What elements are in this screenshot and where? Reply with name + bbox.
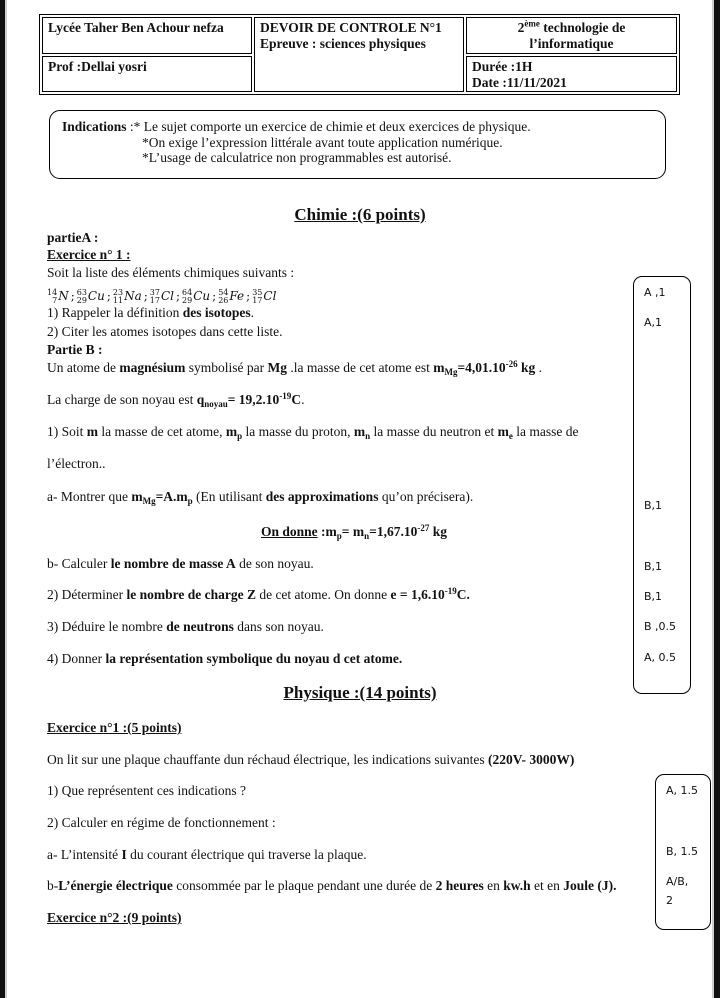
- q2b-1: 2) Déterminer: [47, 587, 127, 602]
- indications-line2: *On exige l’expression littérale avant toute application numérique.: [142, 134, 503, 150]
- q3-1: 3) Déduire le nombre: [47, 619, 167, 634]
- isotope-separator: ;: [212, 289, 217, 303]
- grade-mark: 2: [666, 894, 673, 907]
- nucleus-charge-statement: [47, 392, 304, 408]
- pqb-2: L’énergie électrique: [58, 878, 173, 893]
- class-cell: [466, 17, 677, 54]
- pqa-2: I: [121, 847, 127, 862]
- atomic-number: 17: [149, 296, 160, 305]
- qa-2: m: [131, 489, 143, 504]
- school-name: Lycée Taher Ben Achour nefza: [48, 20, 224, 35]
- element-symbol: Cl: [263, 289, 277, 303]
- pqb-6: kw.h: [503, 878, 531, 893]
- s1-b: m: [86, 424, 99, 439]
- q2b-4: e = 1,6.10: [390, 587, 445, 602]
- element-symbol: Cu: [87, 289, 105, 303]
- mass-number: 35: [252, 288, 263, 297]
- magnesium-statement: [47, 360, 542, 376]
- indications-text1: :* Le sujet comporte un exercice de chimie et deux exercices de physique.: [126, 119, 531, 134]
- isotope-numbers: [150, 289, 160, 305]
- q1-end: .: [250, 305, 254, 320]
- element-symbol: Cl: [160, 289, 174, 303]
- s1-h: m: [497, 424, 509, 439]
- pqb-4: 2 heures: [435, 878, 484, 893]
- mass-number: 63: [76, 288, 87, 297]
- pqb-8: Joule (J).: [563, 878, 617, 893]
- mg-t7sup: -26: [505, 359, 518, 369]
- class-level-sup: ème: [524, 18, 540, 29]
- atomic-number: 11: [112, 296, 124, 305]
- q4-1: 4) Donner: [47, 651, 106, 666]
- q1-text: 1) Rappeler la définition: [47, 305, 183, 320]
- partie-a-label: partieA :: [47, 230, 99, 245]
- isotope-separator: ;: [246, 289, 251, 303]
- isotope-notation: [218, 289, 244, 303]
- grade-mark: A, 1.5: [666, 784, 699, 797]
- mg-t6sub: Mg: [444, 367, 458, 377]
- mass-number: 64: [182, 288, 193, 297]
- ch-t2: q: [196, 392, 205, 407]
- ch-t5: .: [301, 392, 305, 407]
- q2b-2: le nombre de charge Z: [126, 587, 256, 602]
- plate-indications-intro: [47, 752, 574, 768]
- given-label: On donne: [261, 524, 318, 539]
- grade-mark: A ,1: [644, 286, 666, 299]
- mg-t9: .: [535, 360, 543, 375]
- page-edge-right: [714, 0, 720, 998]
- given-1: :m: [317, 524, 337, 539]
- given-masses: [261, 524, 447, 540]
- given-1sub: p: [336, 531, 342, 541]
- grade-mark: A, 0.5: [644, 651, 677, 664]
- given-3sup: -27: [417, 523, 430, 533]
- isotope-notation: [77, 289, 105, 303]
- isotope-notation: [150, 289, 174, 303]
- class-line2: l’informatique: [529, 36, 614, 51]
- exam-date: Date :11/11/2021: [472, 75, 567, 90]
- question-b-mass-number: [47, 556, 314, 572]
- masses-definition-line2: l’électron..: [47, 456, 106, 471]
- mass-number: 37: [149, 288, 160, 297]
- given-3: =1,67.10: [369, 524, 418, 539]
- q4-2: la représentation symbolique du noyau d cet atome.: [105, 651, 403, 666]
- class-level: 2: [517, 20, 525, 35]
- qa-3sub: p: [187, 496, 193, 506]
- indications-box: [49, 110, 666, 179]
- given-2: = m: [341, 524, 365, 539]
- grade-mark: B,1: [644, 499, 663, 512]
- question-a-show: [47, 489, 473, 505]
- grade-mark: B ,0.5: [644, 620, 677, 633]
- s1-dsub: p: [237, 431, 243, 441]
- physique-question-2: 2) Calculer en régime de fonctionnement :: [47, 815, 276, 830]
- mass-number: 54: [218, 288, 229, 297]
- pqb-1: b-: [47, 878, 59, 893]
- mg-t3: symbolisé par: [185, 360, 268, 375]
- atomic-number: 29: [182, 296, 193, 305]
- isotopes-intro: Soit la liste des éléments chimiques suivants :: [47, 265, 295, 280]
- q3-2: de neutrons: [166, 619, 234, 634]
- given-2sub: n: [364, 531, 370, 541]
- qa-4: (En utilisant: [192, 489, 266, 504]
- qb-3: de son noyau.: [235, 556, 314, 571]
- mg-t8: kg: [517, 360, 536, 375]
- prof-cell: [42, 56, 252, 92]
- s1-hsub: e: [508, 431, 513, 441]
- isotope-numbers: [182, 289, 192, 305]
- qa-1: a- Montrer que: [47, 489, 132, 504]
- isotope-separator: ;: [106, 289, 111, 303]
- isotope-separator: ;: [176, 289, 181, 303]
- isotope-notation: [113, 289, 142, 303]
- physique-question-1: 1) Que représentent ces indications ?: [47, 783, 247, 798]
- intro-2: (220V- 3000W): [488, 752, 575, 767]
- mg-t7: =4,01.10: [457, 360, 506, 375]
- question-1-isotopes: [47, 305, 254, 321]
- isotope-separator: ;: [70, 289, 75, 303]
- grading-box-physique: [655, 774, 711, 930]
- exercise1-chimie-label: Exercice n° 1 :: [47, 247, 131, 262]
- isotope-notation: [47, 289, 69, 303]
- isotope-notation: [182, 289, 210, 303]
- partie-b-label: Partie B :: [47, 342, 103, 357]
- isotope-numbers: [113, 289, 123, 305]
- intro-1: On lit sur une plaque chauffante dun réchaud électrique, les indications suivantes: [47, 752, 488, 767]
- q3-3: dans son noyau.: [233, 619, 324, 634]
- page-edge-left-shadow: [5, 0, 7, 998]
- s1-i: la masse de: [512, 424, 579, 439]
- grade-mark: A,1: [644, 316, 663, 329]
- grade-mark: B, 1.5: [666, 845, 699, 858]
- element-symbol: Cu: [193, 289, 211, 303]
- exercise2-physique-label: Exercice n°2 :(9 points): [47, 910, 182, 925]
- ch-t3: = 19,2.10: [227, 392, 280, 407]
- s1-a: 1) Soit: [47, 424, 87, 439]
- s1-d: m: [225, 424, 238, 439]
- q1-bold: des isotopes: [182, 305, 251, 320]
- indications-label: Indications: [62, 119, 127, 134]
- mg-t5: .la masse de cet atome est: [287, 360, 434, 375]
- duration: Durée :1H: [472, 59, 533, 74]
- mg-t1: Un atome de: [47, 360, 120, 375]
- s1-fsub: n: [365, 431, 371, 441]
- isotope-numbers: [218, 289, 228, 305]
- exam-cell: [254, 17, 464, 92]
- duration-cell: [466, 56, 677, 92]
- header-table: [39, 14, 680, 95]
- element-symbol: N: [58, 289, 69, 303]
- grading-box-chimie: [633, 276, 691, 694]
- indications-line3: *L’usage de calculatrice non programmables est autorisé.: [142, 150, 452, 165]
- grade-mark: B,1: [644, 590, 663, 603]
- s1-f: m: [353, 424, 366, 439]
- qa-5: des approximations: [265, 489, 379, 504]
- s1-c: la masse de cet atome,: [98, 424, 226, 439]
- question-2-isotopes: 2) Citer les atomes isotopes dans cette liste.: [47, 324, 283, 339]
- grade-mark: B,1: [644, 560, 663, 573]
- pqa-1: a- L’intensité: [47, 847, 122, 862]
- question-3-neutrons: [47, 619, 324, 635]
- atomic-number: 7: [52, 296, 58, 305]
- qa-3: =A.m: [155, 489, 188, 504]
- pqb-7: et en: [530, 878, 564, 893]
- qa-6: qu’on précisera).: [378, 489, 474, 504]
- mass-number: 14: [47, 288, 58, 297]
- masses-definition: [47, 424, 578, 440]
- physique-question-a: [47, 847, 367, 863]
- school-cell: [42, 17, 252, 54]
- class-line1: [472, 20, 671, 36]
- mg-t6: m: [433, 360, 445, 375]
- isotope-numbers: [47, 289, 57, 305]
- question-2-charge-number: [47, 587, 470, 603]
- ch-t4: C: [291, 392, 302, 407]
- isotope-numbers: [77, 289, 87, 305]
- isotope-numbers: [252, 289, 262, 305]
- isotope-separator: ;: [143, 289, 148, 303]
- indications-line1: [62, 119, 653, 135]
- mg-t4: Mg: [267, 360, 287, 375]
- s1-e: la masse du proton,: [242, 424, 354, 439]
- mg-t2: magnésium: [119, 360, 186, 375]
- pqa-3: du courant électrique qui traverse la plaque.: [126, 847, 367, 862]
- q2b-4sup: -19: [444, 586, 457, 596]
- s1-g: la masse du neutron et: [370, 424, 498, 439]
- atomic-number: 26: [218, 296, 229, 305]
- mass-number: 23: [112, 288, 124, 297]
- page-edge-right-shadow: [712, 0, 714, 998]
- q2b-5: C.: [456, 587, 470, 602]
- isotope-list: [47, 283, 276, 303]
- given-4: kg: [429, 524, 447, 539]
- physique-question-b: [47, 878, 617, 894]
- chimie-title: Chimie :(6 points): [294, 205, 426, 224]
- atomic-number: 17: [252, 296, 263, 305]
- prof-name: Prof :Dellai yosri: [48, 59, 147, 74]
- exam-title: DEVOIR DE CONTROLE N°1: [260, 20, 442, 35]
- qb-2: le nombre de masse A: [110, 556, 236, 571]
- ch-t2sub: noyau: [204, 399, 228, 409]
- element-symbol: Na: [124, 289, 142, 303]
- physique-title: Physique :(14 points): [283, 683, 437, 702]
- pqb-5: en: [483, 878, 504, 893]
- pqb-3: consommée par le plaque pendant une durée de: [172, 878, 436, 893]
- q2b-3: de cet atome. On donne: [255, 587, 391, 602]
- qb-1: b- Calculer: [47, 556, 111, 571]
- exercise1-physique-label: Exercice n°1 :(5 points): [47, 720, 182, 735]
- ch-t1: La charge de son noyau est: [47, 392, 197, 407]
- class-name-part1: technologie de: [539, 20, 626, 35]
- ch-t3sup: -19: [279, 391, 292, 401]
- grade-mark: A/B,: [666, 875, 689, 888]
- exam-subject: Epreuve : sciences physiques: [260, 36, 426, 51]
- question-4-symbol: [47, 651, 402, 667]
- qa-2sub: Mg: [142, 496, 156, 506]
- atomic-number: 29: [76, 296, 87, 305]
- element-symbol: Fe: [229, 289, 245, 303]
- isotope-notation: [252, 289, 276, 303]
